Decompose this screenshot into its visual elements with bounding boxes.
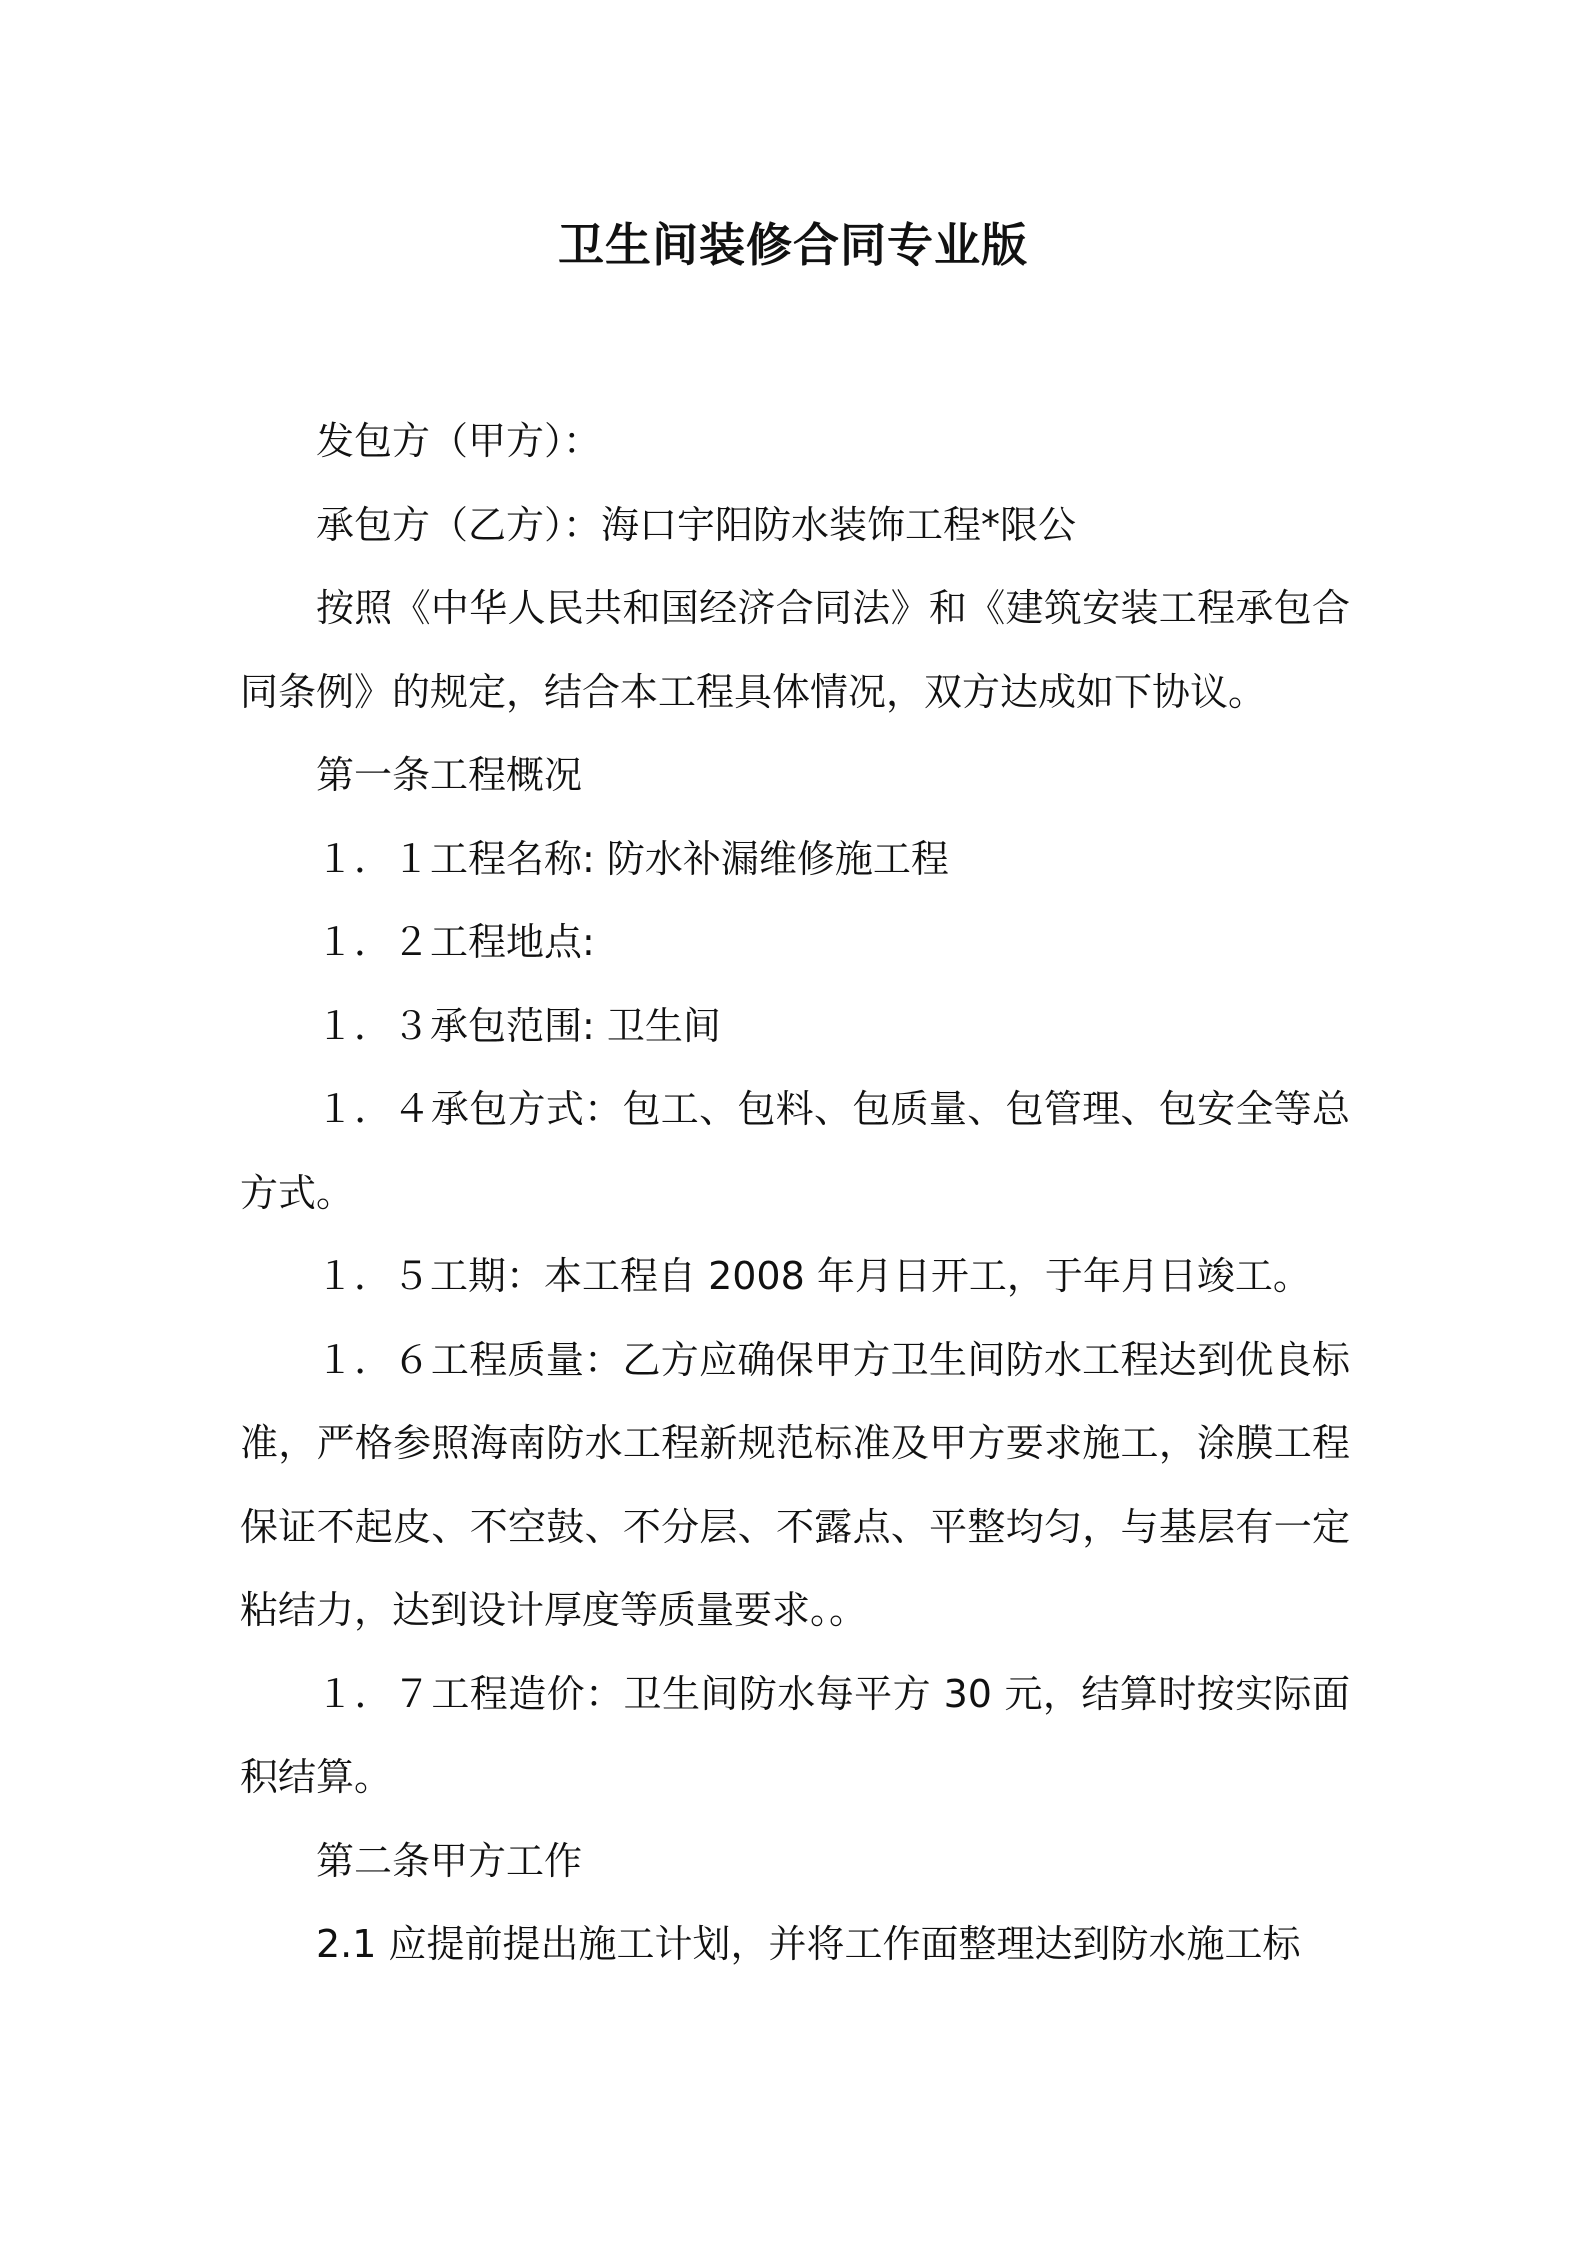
document-body (240, 400, 1350, 1987)
party-a-line: 发包方（甲方）： (316, 419, 602, 463)
clause-1-1: １．１工程名称: 防水补漏维修施工程 (316, 836, 949, 881)
article-2-heading: 第二条甲方工作 (316, 1838, 583, 1883)
document-title: 卫生间装修合同专业版 (558, 218, 1028, 272)
party-b-line: 承包方（乙方）：海口宇阳防水装饰工程*限公 (316, 502, 1077, 547)
preamble-paragraph: 按照《中华人民共和国经济合同法》和《建筑安装工程承包合同条例》的规定，结合本工程具体情况，双方达成如下协议。 (240, 586, 1350, 714)
clause-1-4: １．４承包方式：包工、包料、包质量、包管理、包安全等总方式。 (240, 1087, 1350, 1215)
article-1-heading: 第一条工程概况 (316, 753, 583, 797)
clause-1-3: １．３承包范围: 卫生间 (316, 1003, 721, 1048)
clause-2-1: 2.1 应提前提出施工计划，并将工作面整理达到防水施工标 (316, 1922, 1301, 1966)
clause-1-5: １．５工期：本工程自 2008 年月日开工，于年月日竣工。 (316, 1254, 1311, 1298)
clause-1-6: １．６工程质量：乙方应确保甲方卫生间防水工程达到优良标准，严格参照海南防水工程新规范标准及甲方要求施工，涂膜工程保证不起皮、不空鼓、不分层、不露点、平整均匀，与基层有一定粘结力，达到设计厚度等质量要求。。 (240, 1337, 1350, 1632)
clause-1-7: １．７工程造价：卫生间防水每平方 30 元，结算时按实际面积结算。 (240, 1671, 1350, 1799)
clause-1-2: １．２工程地点: (316, 920, 595, 964)
